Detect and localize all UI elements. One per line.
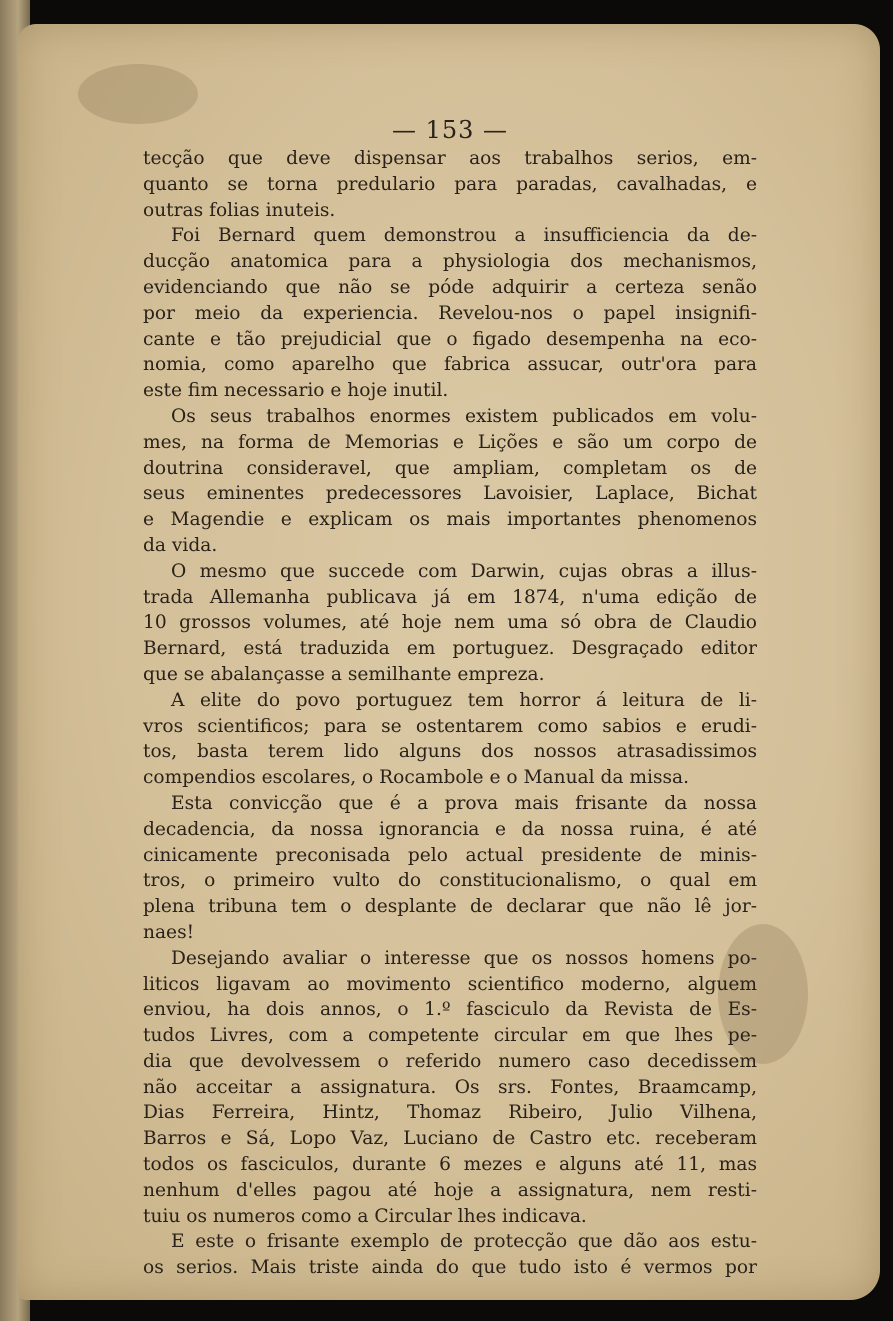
text-line: quanto se torna predulario para paradas, cavalhadas, e	[143, 173, 757, 195]
text-line: tudos Livres, com a competente circular em que lhes pe-	[143, 1025, 757, 1047]
text-line: mes, na forma de Memorias e Lições e são um corpo de	[143, 431, 757, 453]
body-text	[143, 146, 757, 1281]
text-line: os serios. Mais triste ainda do que tudo isto é vermos por	[143, 1257, 757, 1279]
text-line: outras folias inuteis.	[143, 199, 336, 221]
text-line: A elite do povo portuguez tem horror á leitura de li-	[171, 689, 757, 711]
text-line: por meio da experiencia. Revelou-nos o papel insignifi-	[143, 302, 757, 324]
text-line: seus eminentes predecessores Lavoisier, Laplace, Bichat	[143, 483, 757, 505]
text-line: O mesmo que succede com Darwin, cujas obras a illus-	[171, 560, 757, 582]
text-line: 10 grossos volumes, até hoje nem uma só obra de Claudio	[143, 612, 757, 634]
text-line: Dias Ferreira, Hintz, Thomaz Ribeiro, Julio Vilhena,	[143, 1102, 757, 1124]
text-line: tros, o primeiro vulto do constitucionalismo, o qual em	[143, 870, 757, 892]
text-line: liticos ligavam ao movimento scientifico moderno, alguem	[143, 973, 757, 995]
text-line: E este o frisante exemplo de protecção que dão aos estu-	[171, 1231, 757, 1253]
text-line: Barros e Sá, Lopo Vaz, Luciano de Castro etc. receberam	[143, 1128, 757, 1150]
text-line: Desejando avaliar o interesse que os nossos homens po-	[171, 947, 757, 969]
text-line: tos, basta terem lido alguns dos nossos atrasadissimos	[143, 741, 757, 763]
text-line: cante e tão prejudicial que o figado desempenha na eco-	[143, 328, 757, 350]
text-line: ducção anatomica para a physiologia dos mechanismos,	[143, 251, 757, 273]
text-line: dia que devolvessem o referido numero caso decedissem	[143, 1050, 757, 1072]
text-line: e Magendie e explicam os mais importantes phenomenos	[143, 509, 757, 531]
text-line: evidenciando que não se póde adquirir a certeza senão	[143, 276, 757, 298]
text-line: Bernard, está traduzida em portuguez. Desgraçado editor	[143, 638, 757, 660]
text-line: trada Allemanha publicava já em 1874, n'uma edição de	[143, 586, 757, 608]
text-line: Os seus trabalhos enormes existem publicados em volu-	[171, 405, 757, 427]
text-line: este fim necessario e hoje inutil.	[143, 380, 449, 402]
text-line: decadencia, da nossa ignorancia e da nossa ruina, é até	[143, 818, 757, 840]
text-line: doutrina consideravel, que ampliam, completam os de	[143, 457, 757, 479]
text-line: cinicamente preconisada pelo actual presidente de minis-	[143, 844, 757, 866]
text-line: Esta convicção que é a prova mais frisante da nossa	[171, 792, 757, 814]
text-line: que se abalançasse a semilhante empreza.	[143, 663, 545, 685]
text-line: vros scientificos; para se ostentarem como sabios e erudi-	[143, 715, 757, 737]
page-number: — 153 —	[391, 116, 509, 144]
text-line: todos os fasciculos, durante 6 mezes e alguns até 11, mas	[143, 1154, 757, 1176]
text-line: enviou, ha dois annos, o 1.º fasciculo da Revista de Es-	[143, 999, 757, 1021]
text-line: Foi Bernard quem demonstrou a insufficiencia da de-	[171, 225, 757, 247]
text-line: naes!	[143, 921, 195, 943]
text-line: não acceitar a assignatura. Os srs. Fontes, Braamcamp,	[143, 1076, 757, 1098]
text-line: tecção que deve dispensar aos trabalhos serios, em-	[143, 148, 757, 169]
text-line: plena tribuna tem o desplante de declarar que não lê jor-	[143, 896, 757, 918]
text-line: nenhum d'elles pagou até hoje a assignatura, nem resti-	[143, 1179, 757, 1201]
text-line: da vida.	[143, 534, 218, 556]
text-line: compendios escolares, o Rocambole e o Manual da missa.	[143, 767, 690, 789]
text-line: tuiu os numeros como a Circular lhes indicava.	[143, 1205, 587, 1227]
text-line: nomia, como aparelho que fabrica assucar, outr'ora para	[143, 354, 757, 376]
paper-stain	[78, 64, 198, 124]
